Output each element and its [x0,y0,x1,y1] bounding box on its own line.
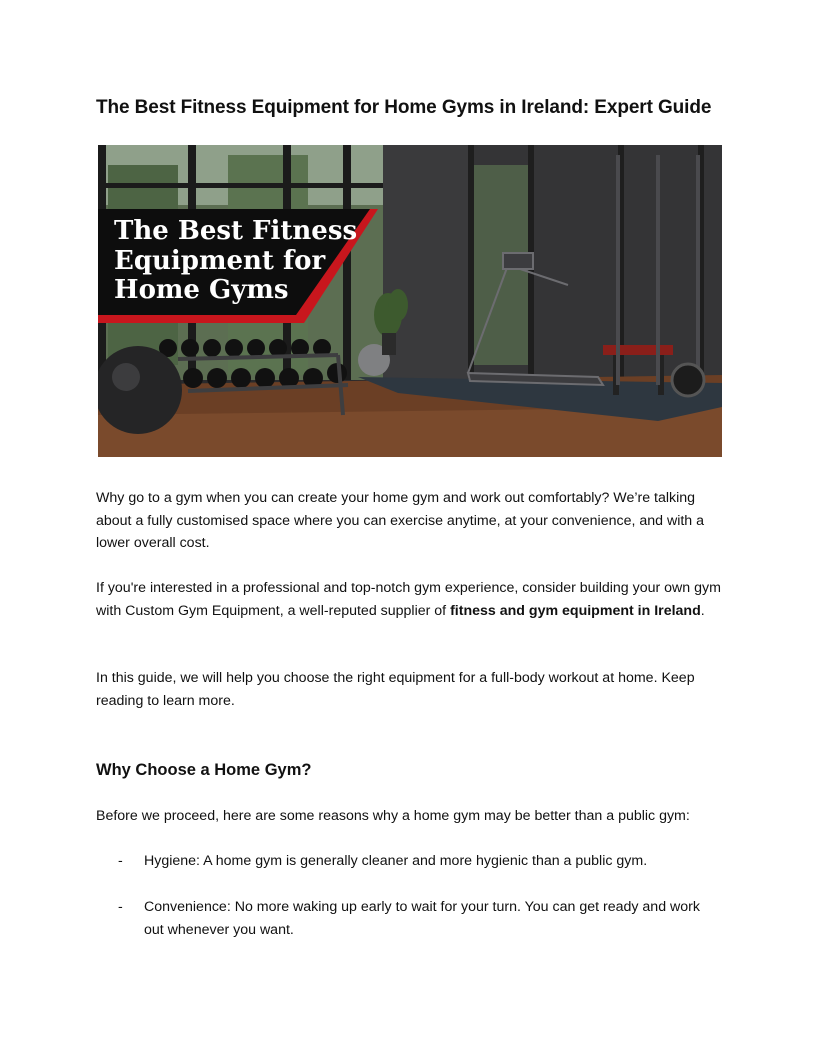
section-heading: Why Choose a Home Gym? [96,761,312,779]
bullet-marker: - [118,853,123,869]
guide-paragraph: In this guide, we will help you choose the right equipment for a full-body workout at home. Keep reading to learn more. [96,670,695,709]
bullet-marker: - [118,899,123,915]
supplier-text: If you're interested in a professional and top-notch gym experience, consider building your own gym with Custom Gym Equipment, a well-reputed supplier of [96,580,721,619]
hero-image [98,145,722,457]
intro-paragraph: Why go to a gym when you can create your home gym and work out comfortably? We’re talking about a fully customised space where you can exercise anytime, at your convenience, and with a lower overall cost. [96,490,705,551]
supplier-link-text: fitness and gym equipment in Ireland [450,602,701,619]
page-title: The Best Fitness Equipment for Home Gyms in Ireland: Expert Guide [96,97,712,118]
list-item-text: Convenience: No more waking up early to wait for your turn. You can get ready and work out whenever you want. [144,899,700,938]
banner-title: The Best Fitness Equipment for Home Gyms [114,216,358,305]
section-intro: Before we proceed, here are some reasons why a home gym may be better than a public gym: [96,808,690,824]
supplier-paragraph [96,577,722,622]
list-item-text: Hygiene: A home gym is generally cleaner and more hygienic than a public gym. [144,853,648,869]
supplier-text-end: . [700,602,705,619]
